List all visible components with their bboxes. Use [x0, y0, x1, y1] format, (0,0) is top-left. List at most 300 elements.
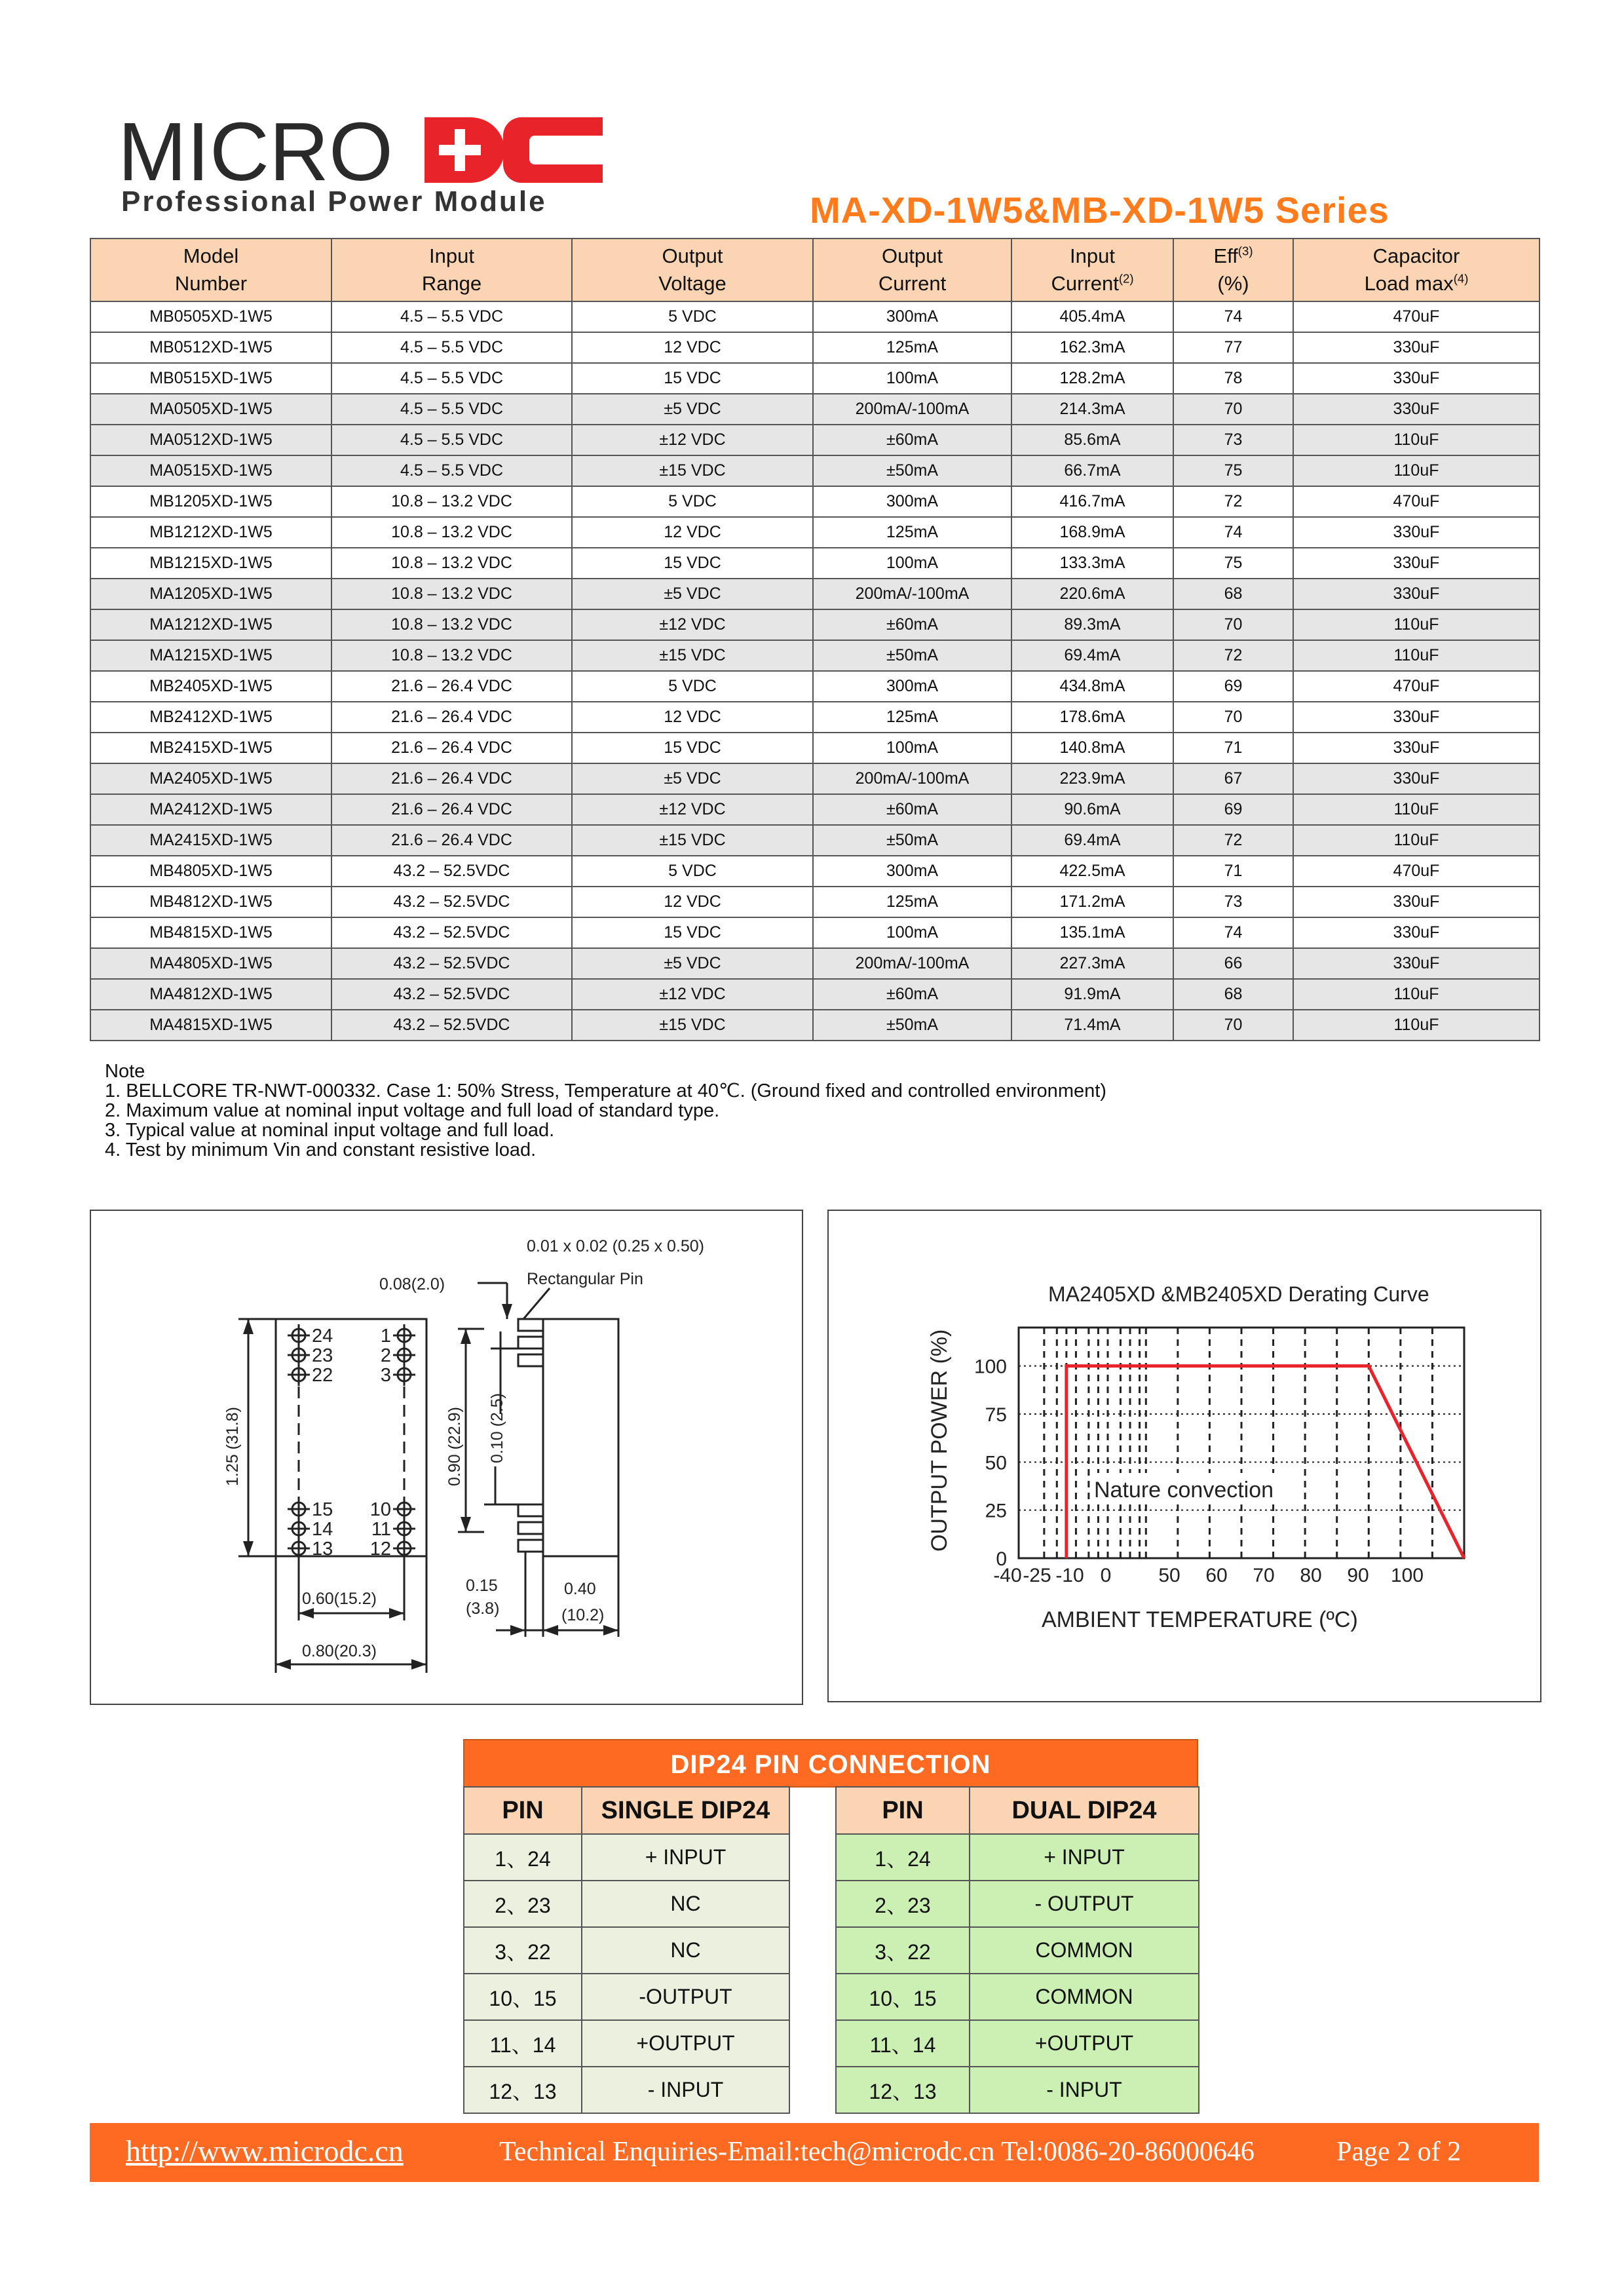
pin-number-cell: 12、13 — [836, 2067, 970, 2113]
pin-label-left: 22 — [312, 1365, 333, 1386]
chart-y-tick-label: 25 — [985, 1500, 1007, 1522]
table-cell: 470uF — [1293, 486, 1539, 517]
table-cell: 4.5 – 5.5 VDC — [331, 425, 572, 455]
header-line1: Eff — [1213, 244, 1238, 268]
pin-markers — [288, 1324, 415, 1559]
table-cell: 72 — [1173, 486, 1293, 517]
spec-table — [90, 238, 1540, 1041]
chart-x-tick-label: -25 — [1023, 1565, 1051, 1586]
table-cell: 71 — [1173, 856, 1293, 887]
table-cell: 15 VDC — [572, 733, 813, 763]
depth-label-mm: (10.2) — [561, 1606, 605, 1624]
table-cell: 73 — [1173, 887, 1293, 917]
pin-number-cell: 2、23 — [836, 1881, 970, 1927]
table-cell: 10.8 – 13.2 VDC — [331, 486, 572, 517]
table-cell: ±15 VDC — [572, 455, 813, 486]
table-cell: 21.6 – 26.4 VDC — [331, 794, 572, 825]
table-cell: ±12 VDC — [572, 794, 813, 825]
table-cell: 21.6 – 26.4 VDC — [331, 702, 572, 733]
table-cell: 43.2 – 52.5VDC — [331, 1010, 572, 1041]
pin-connection-title: DIP24 PIN CONNECTION — [463, 1739, 1198, 1788]
table-cell: ±15 VDC — [572, 825, 813, 856]
table-cell: 69.4mA — [1011, 640, 1173, 671]
table-cell: 89.3mA — [1011, 609, 1173, 640]
pin-number-cell: 1、24 — [836, 1834, 970, 1881]
table-cell: 74 — [1173, 517, 1293, 548]
table-row — [90, 733, 1539, 763]
table-cell: 70 — [1173, 702, 1293, 733]
table-cell: 330uF — [1293, 917, 1539, 948]
header-line1: Output — [881, 244, 943, 268]
table-cell: MB4812XD-1W5 — [90, 887, 331, 917]
table-cell: MB2405XD-1W5 — [90, 671, 331, 702]
pin-number-cell: 1、24 — [464, 1834, 582, 1881]
table-row — [836, 1927, 1199, 1974]
table-cell: 330uF — [1293, 579, 1539, 609]
logo-dc-mark — [425, 117, 603, 183]
footer-bar — [90, 2123, 1539, 2182]
table-cell: 85.6mA — [1011, 425, 1173, 455]
pin-function-cell: -OUTPUT — [582, 1974, 789, 2020]
table-cell: 416.7mA — [1011, 486, 1173, 517]
table-cell: 69.4mA — [1011, 825, 1173, 856]
table-cell: 71.4mA — [1011, 1010, 1173, 1041]
table-cell: 72 — [1173, 640, 1293, 671]
table-row — [90, 948, 1539, 979]
pin-spec-label: 0.01 x 0.02 (0.25 x 0.50) — [527, 1237, 705, 1255]
contact-info: Technical Enquiries-Email:tech@microdc.cn Tel:0086-20-86000646 — [499, 2137, 1255, 2167]
dual-dip24-header: DUAL DIP24 — [970, 1787, 1199, 1834]
dimension-drawing-panel — [90, 1210, 803, 1705]
header-line2: Load max — [1364, 272, 1454, 295]
pin-function-cell: COMMON — [970, 1927, 1199, 1974]
table-cell: 5 VDC — [572, 856, 813, 887]
spec-header-cell — [90, 239, 331, 301]
table-cell: ±12 VDC — [572, 609, 813, 640]
table-cell: 140.8mA — [1011, 733, 1173, 763]
table-cell: 330uF — [1293, 548, 1539, 579]
table-cell: 5 VDC — [572, 671, 813, 702]
table-cell: 330uF — [1293, 363, 1539, 394]
table-cell: 72 — [1173, 825, 1293, 856]
table-cell: 125mA — [813, 887, 1011, 917]
table-cell: MA1205XD-1W5 — [90, 579, 331, 609]
table-cell: 405.4mA — [1011, 301, 1173, 332]
header-footnote-ref: (3) — [1237, 244, 1253, 258]
header-footnote-ref: (2) — [1118, 271, 1134, 286]
table-cell: 110uF — [1293, 794, 1539, 825]
table-cell: 43.2 – 52.5VDC — [331, 979, 572, 1010]
table-row — [90, 609, 1539, 640]
chart-y-tick-label: 75 — [985, 1404, 1007, 1426]
derating-chart-panel — [827, 1210, 1541, 1702]
depth-label: 0.40 — [564, 1580, 596, 1598]
table-cell: 67 — [1173, 763, 1293, 794]
table-cell: 330uF — [1293, 394, 1539, 425]
table-cell: ±15 VDC — [572, 640, 813, 671]
table-cell: ±60mA — [813, 979, 1011, 1010]
table-cell: MA2405XD-1W5 — [90, 763, 331, 794]
pin-number-cell: 11、14 — [836, 2020, 970, 2067]
table-cell: 220.6mA — [1011, 579, 1173, 609]
table-row — [90, 887, 1539, 917]
chart-x-tick-label: 90 — [1347, 1565, 1369, 1586]
table-cell: 330uF — [1293, 332, 1539, 363]
pin-function-cell: NC — [582, 1881, 789, 1927]
table-cell: 75 — [1173, 455, 1293, 486]
table-row — [90, 363, 1539, 394]
header-footnote-ref: (4) — [1453, 271, 1469, 286]
table-cell: 68 — [1173, 979, 1293, 1010]
table-cell: ±50mA — [813, 455, 1011, 486]
table-cell: MB1212XD-1W5 — [90, 517, 331, 548]
table-cell: 12 VDC — [572, 702, 813, 733]
table-cell: 43.2 – 52.5VDC — [331, 856, 572, 887]
table-cell: 100mA — [813, 548, 1011, 579]
table-cell: 70 — [1173, 1010, 1293, 1041]
chart-x-tick-label: 80 — [1300, 1565, 1322, 1586]
table-row — [90, 856, 1539, 887]
table-cell: MA4805XD-1W5 — [90, 948, 331, 979]
chart-y-label: OUTPUT POWER (%) — [927, 1329, 952, 1552]
pin-function-cell: - INPUT — [582, 2067, 789, 2113]
table-row — [90, 825, 1539, 856]
pin-label-right: 12 — [369, 1539, 391, 1559]
pin-pitch-label: 0.10 (2.5) — [488, 1392, 506, 1463]
logo-word: MICRO — [118, 115, 393, 187]
table-cell: 66 — [1173, 948, 1293, 979]
table-cell: 300mA — [813, 486, 1011, 517]
pin-function-cell: NC — [582, 1927, 789, 1974]
table-cell: MB2412XD-1W5 — [90, 702, 331, 733]
notes-title: Note — [105, 1061, 145, 1082]
table-cell: 200mA/-100mA — [813, 948, 1011, 979]
pin-function-cell: + INPUT — [970, 1834, 1199, 1881]
header-line2: Current — [1051, 272, 1119, 295]
chart-annotation: Nature convection — [1094, 1478, 1274, 1502]
pin-type-label: Rectangular Pin — [527, 1270, 643, 1288]
table-row — [90, 979, 1539, 1010]
pin-number-cell: 10、15 — [464, 1974, 582, 2020]
chart-y-tick-label: 50 — [985, 1452, 1007, 1474]
pin-label-right: 11 — [371, 1519, 391, 1540]
table-row — [90, 917, 1539, 948]
chart-x-tick-label: 100 — [1390, 1565, 1424, 1586]
table-cell: 178.6mA — [1011, 702, 1173, 733]
pin-label-right: 2 — [380, 1345, 391, 1366]
table-cell: 168.9mA — [1011, 517, 1173, 548]
chart-x-tick-label: 60 — [1205, 1565, 1228, 1586]
table-cell: 66.7mA — [1011, 455, 1173, 486]
table-cell: MB1205XD-1W5 — [90, 486, 331, 517]
table-cell: 200mA/-100mA — [813, 394, 1011, 425]
table-cell: 69 — [1173, 794, 1293, 825]
pin-function-cell: - OUTPUT — [970, 1881, 1199, 1927]
table-cell: 110uF — [1293, 455, 1539, 486]
table-cell: 110uF — [1293, 425, 1539, 455]
dual-dip24-table — [835, 1786, 1199, 2114]
table-cell: ±12 VDC — [572, 979, 813, 1010]
table-cell: 77 — [1173, 332, 1293, 363]
table-cell: 200mA/-100mA — [813, 579, 1011, 609]
table-cell: ±12 VDC — [572, 425, 813, 455]
table-cell: MA2412XD-1W5 — [90, 794, 331, 825]
table-cell: ±50mA — [813, 1010, 1011, 1041]
spec-header-cell — [813, 239, 1011, 301]
table-cell: 330uF — [1293, 887, 1539, 917]
table-row — [90, 794, 1539, 825]
table-cell: ±5 VDC — [572, 763, 813, 794]
notes-block — [105, 1062, 1106, 1160]
pin-label-left: 24 — [312, 1326, 333, 1347]
pin-label-left: 13 — [312, 1539, 333, 1559]
table-cell: 162.3mA — [1011, 332, 1173, 363]
table-row — [90, 394, 1539, 425]
table-cell: 125mA — [813, 332, 1011, 363]
table-row — [90, 640, 1539, 671]
chart-x-label: AMBIENT TEMPERATURE (ºC) — [1042, 1607, 1358, 1632]
table-cell: 300mA — [813, 671, 1011, 702]
table-cell: 90.6mA — [1011, 794, 1173, 825]
pin-function-cell: COMMON — [970, 1974, 1199, 2020]
table-cell: MA0512XD-1W5 — [90, 425, 331, 455]
table-cell: 4.5 – 5.5 VDC — [331, 455, 572, 486]
spec-header-row — [90, 239, 1539, 301]
pin-number-cell: 3、22 — [836, 1927, 970, 1974]
table-cell: 21.6 – 26.4 VDC — [331, 671, 572, 702]
spec-header-cell — [1173, 239, 1293, 301]
table-cell: MA4812XD-1W5 — [90, 979, 331, 1010]
table-cell: 100mA — [813, 363, 1011, 394]
table-row — [90, 548, 1539, 579]
table-cell: ±50mA — [813, 825, 1011, 856]
table-cell: MA1215XD-1W5 — [90, 640, 331, 671]
chart-plot-frame — [1019, 1328, 1464, 1558]
height-label: 1.25 (31.8) — [223, 1407, 242, 1486]
table-cell: MA4815XD-1W5 — [90, 1010, 331, 1041]
table-row — [90, 425, 1539, 455]
chart-x-tick-label: 50 — [1158, 1565, 1180, 1586]
chart-x-tick-label: -40 — [993, 1565, 1022, 1586]
table-cell: MB0505XD-1W5 — [90, 301, 331, 332]
pin-label-right: 3 — [380, 1365, 391, 1386]
pin-number-cell: 12、13 — [464, 2067, 582, 2113]
table-cell: 300mA — [813, 856, 1011, 887]
table-cell: 128.2mA — [1011, 363, 1173, 394]
series-title: MA-XD-1W5&MB-XD-1W5 Series — [810, 189, 1389, 231]
table-cell: 125mA — [813, 517, 1011, 548]
table-cell: MA1212XD-1W5 — [90, 609, 331, 640]
table-cell: 5 VDC — [572, 486, 813, 517]
table-row — [836, 1974, 1199, 2020]
table-cell: 12 VDC — [572, 887, 813, 917]
spec-header-cell — [572, 239, 813, 301]
table-cell: MA0515XD-1W5 — [90, 455, 331, 486]
pin-header: PIN — [836, 1787, 970, 1834]
table-cell: 73 — [1173, 425, 1293, 455]
table-cell: 110uF — [1293, 609, 1539, 640]
header-line1: Input — [429, 244, 474, 268]
table-cell: ±60mA — [813, 794, 1011, 825]
pin-label-right: 10 — [369, 1499, 391, 1520]
table-cell: 330uF — [1293, 517, 1539, 548]
table-cell: MB1215XD-1W5 — [90, 548, 331, 579]
table-cell: 110uF — [1293, 979, 1539, 1010]
spec-header-cell — [1293, 239, 1539, 301]
table-cell: 470uF — [1293, 671, 1539, 702]
table-cell: 21.6 – 26.4 VDC — [331, 733, 572, 763]
table-cell: 110uF — [1293, 640, 1539, 671]
chart-y-tick-label: 100 — [973, 1356, 1007, 1378]
header-line1: Input — [1070, 244, 1115, 268]
table-cell: 74 — [1173, 917, 1293, 948]
header-line1: Model — [183, 244, 239, 268]
table-cell: 75 — [1173, 548, 1293, 579]
pin-label-left: 15 — [312, 1499, 333, 1520]
table-cell: MB2415XD-1W5 — [90, 733, 331, 763]
spec-table-body — [90, 301, 1539, 1041]
table-cell: 100mA — [813, 733, 1011, 763]
table-cell: 330uF — [1293, 733, 1539, 763]
spec-header-cell — [1011, 239, 1173, 301]
single-dip24-header: SINGLE DIP24 — [582, 1787, 789, 1834]
header-line2: Range — [421, 272, 482, 295]
table-cell: 15 VDC — [572, 548, 813, 579]
chart-y-tick-label: 0 — [996, 1548, 1007, 1570]
table-cell: 223.9mA — [1011, 763, 1173, 794]
chart-x-tick-label: -10 — [1055, 1565, 1084, 1586]
table-row — [90, 763, 1539, 794]
table-cell: 74 — [1173, 301, 1293, 332]
pin-function-cell: + INPUT — [582, 1834, 789, 1881]
table-cell: 200mA/-100mA — [813, 763, 1011, 794]
table-cell: 4.5 – 5.5 VDC — [331, 394, 572, 425]
table-cell: 69 — [1173, 671, 1293, 702]
table-row — [90, 455, 1539, 486]
table-cell: 43.2 – 52.5VDC — [331, 917, 572, 948]
table-row — [836, 1881, 1199, 1927]
header-line2: Current — [878, 272, 947, 295]
table-row — [836, 2020, 1199, 2067]
table-cell: ±50mA — [813, 640, 1011, 671]
note-item: 2. Maximum value at nominal input voltage and full load of standard type. — [105, 1100, 720, 1121]
pin-function-cell: - INPUT — [970, 2067, 1199, 2113]
table-cell: 470uF — [1293, 856, 1539, 887]
header-line1: Output — [662, 244, 723, 268]
table-cell: ±5 VDC — [572, 579, 813, 609]
table-cell: ±5 VDC — [572, 948, 813, 979]
header-line2: Number — [174, 272, 248, 295]
website-link[interactable]: http://www.microdc.cn — [126, 2134, 404, 2168]
pin-label-right: 1 — [380, 1326, 391, 1347]
table-cell: ±60mA — [813, 425, 1011, 455]
table-row — [90, 579, 1539, 609]
table-cell: MB0515XD-1W5 — [90, 363, 331, 394]
table-row — [90, 301, 1539, 332]
table-cell: 300mA — [813, 301, 1011, 332]
chart-title: MA2405XD &MB2405XD Derating Curve — [1048, 1282, 1429, 1306]
table-cell: 5 VDC — [572, 301, 813, 332]
header-line2: (%) — [1217, 272, 1249, 295]
pin-function-cell: +OUTPUT — [970, 2020, 1199, 2067]
spec-header-cell — [331, 239, 572, 301]
pin-row-span-label: 0.90 (22.9) — [445, 1407, 464, 1486]
table-cell: 470uF — [1293, 301, 1539, 332]
pin-number-cell: 11、14 — [464, 2020, 582, 2067]
table-row — [464, 1927, 789, 1974]
table-cell: 125mA — [813, 702, 1011, 733]
table-cell: 4.5 – 5.5 VDC — [331, 301, 572, 332]
table-cell: 15 VDC — [572, 917, 813, 948]
logo-graphic — [118, 115, 603, 187]
table-cell: 10.8 – 13.2 VDC — [331, 609, 572, 640]
chart-x-tick-label: 0 — [1100, 1565, 1112, 1586]
table-cell: 12 VDC — [572, 517, 813, 548]
table-cell: 78 — [1173, 363, 1293, 394]
table-cell: 100mA — [813, 917, 1011, 948]
width-label: 0.80(20.3) — [302, 1642, 377, 1660]
table-cell: 227.3mA — [1011, 948, 1173, 979]
table-cell: MB4805XD-1W5 — [90, 856, 331, 887]
pin-header: PIN — [464, 1787, 582, 1834]
table-row — [464, 1834, 789, 1881]
table-cell: ±15 VDC — [572, 1010, 813, 1041]
table-row — [464, 2067, 789, 2113]
table-row — [90, 486, 1539, 517]
table-cell: 91.9mA — [1011, 979, 1173, 1010]
pin-length-label: 0.15 — [466, 1577, 498, 1595]
single-dip24-table — [463, 1786, 790, 2114]
table-cell: 330uF — [1293, 763, 1539, 794]
pin-label-left: 14 — [312, 1519, 333, 1540]
note-item: 3. Typical value at nominal input voltage and full load. — [105, 1120, 555, 1141]
pin-number-cell: 10、15 — [836, 1974, 970, 2020]
logo-tagline: Professional Power Module — [121, 185, 547, 218]
row-spacing-label: 0.60(15.2) — [302, 1590, 377, 1608]
pin-number-cell: 3、22 — [464, 1927, 582, 1974]
table-cell: 4.5 – 5.5 VDC — [331, 363, 572, 394]
table-row — [464, 1881, 789, 1927]
table-cell: 10.8 – 13.2 VDC — [331, 548, 572, 579]
pin-length-label-mm: (3.8) — [466, 1599, 500, 1618]
pin-number-cell: 2、23 — [464, 1881, 582, 1927]
table-cell: 171.2mA — [1011, 887, 1173, 917]
table-cell: ±5 VDC — [572, 394, 813, 425]
table-cell: 21.6 – 26.4 VDC — [331, 825, 572, 856]
table-row — [90, 517, 1539, 548]
table-cell: 71 — [1173, 733, 1293, 763]
table-cell: 110uF — [1293, 1010, 1539, 1041]
table-cell: 434.8mA — [1011, 671, 1173, 702]
table-row — [836, 2067, 1199, 2113]
dimension-drawing — [91, 1211, 802, 1704]
table-cell: 10.8 – 13.2 VDC — [331, 640, 572, 671]
header-line1: Capacitor — [1372, 244, 1460, 268]
page-number: Page 2 of 2 — [1336, 2137, 1462, 2167]
table-cell: MA2415XD-1W5 — [90, 825, 331, 856]
derating-chart — [829, 1211, 1540, 1701]
header-line2: Voltage — [658, 272, 727, 295]
table-cell: 15 VDC — [572, 363, 813, 394]
table-cell: ±60mA — [813, 609, 1011, 640]
table-row — [90, 1010, 1539, 1041]
table-row — [90, 702, 1539, 733]
table-cell: 330uF — [1293, 702, 1539, 733]
table-row — [90, 671, 1539, 702]
note-item: 4. Test by minimum Vin and constant resistive load. — [105, 1139, 537, 1160]
note-item: 1. BELLCORE TR-NWT-000332. Case 1: 50% Stress, Temperature at 40℃. (Ground fixed and controlled environment) — [105, 1081, 1106, 1101]
chart-x-tick-label: 70 — [1253, 1565, 1275, 1586]
